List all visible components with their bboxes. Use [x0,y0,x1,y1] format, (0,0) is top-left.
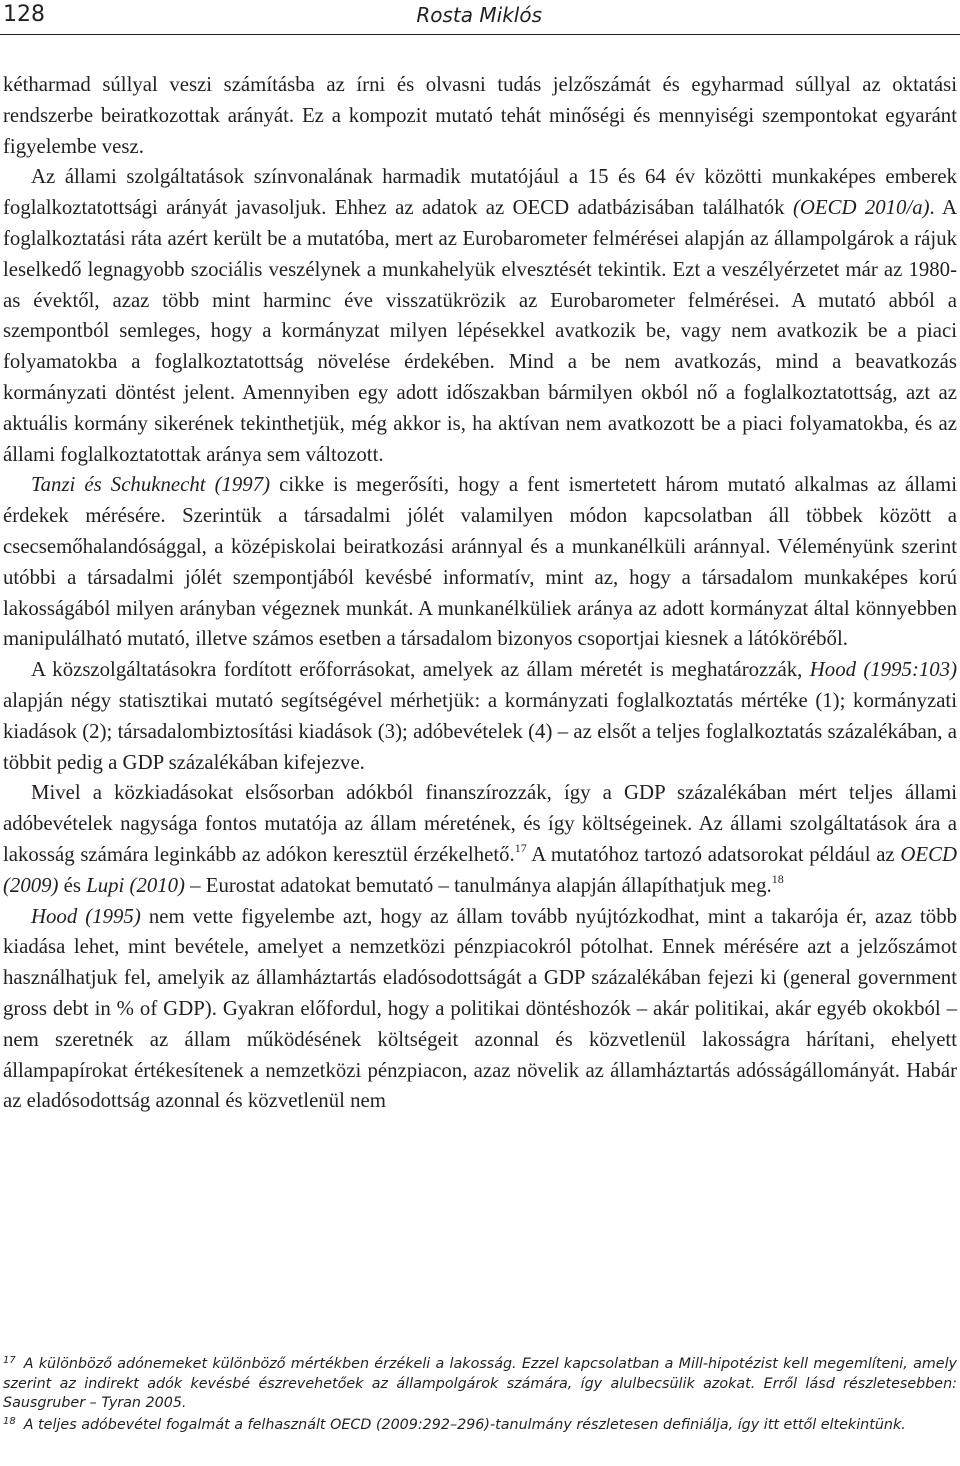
text-run: – Eurostat adatokat bemutató – tanulmánya alapján állapíthatjuk meg. [184,873,772,897]
citation: Lupi (2010) [86,873,185,897]
footnote-number: 18 [3,1415,16,1427]
text-run: Mivel a közkiadásokat elsősorban adókból finanszírozzák, így a GDP százalékában mért teljes állami adóbevételek nagysága fontos mutatója az állam méretének, és így költségeinek. Az állami szolgáltatások ára a lakosság számára leginkább az adókon keresztül érzékelhető. [3,781,957,866]
text-run: cikke is megerősíti, hogy a fent ismertetett három mutató alkalmas az állami érdekek mérésére. Szerintük a társadalmi jólét valamilyen módon kapcsolatban áll többek között a csecsemőhalandósággal, a középiskolai beiratkozási aránnyal és a munkanélküli aránnyal. Véleményünk szerint utóbbi a társadalmi jólét szempontjából kevésbé informatív, mint az, hogy a társadalom munkaképes korú lakosságából milyen arányban végeznek munkát. A munkanélküliek aránya az adott kormányzat által könnyebben manipulálható mutató, illetve számos esetben a társadalom bizonyos csoportjai kiesnek a látóköréből. [3,473,957,651]
citation: Hood (1995) [31,904,141,928]
footnotes [3,1355,957,1437]
citation: OECD (2009) [3,842,957,897]
citation: (OECD 2010/a) [792,196,930,220]
paragraph [3,778,957,901]
text-run: kétharmad súllyal veszi számításba az írni és olvasni tudás jelzőszámát és egyharmad súllyal az oktatási rendszerbe beiratkozottak arányát. Ez a kompozit mutató tehát minőségi és mennyiségi szempontokat egyaránt figyelembe vesz. [3,73,957,158]
footnote [3,1355,957,1414]
running-head: Rosta Miklós [416,3,542,27]
text-run: nem vette figyelembe azt, hogy az állam tovább nyújtózkodhat, mint a takarója ér, azaz több kiadása lehet, mint bevétele, amelyet a nemzetközi pénzpiacokról pótolhat. Ennek mérésére azt a jelzőszámot használhatjuk fel, amelyik az államháztartás eladósodottságát a GDP százalékában fejezi ki (general government gross debt in % of GDP). Gyakran előfordul, hogy a politikai döntéshozók – akár politikai, akár egyéb okokból – nem szeretnék az állam működésének költségeit azonnal és közvetlenül lakosságra hárítani, ehelyett állampapírokat értékesítenek a nemzetközi pénzpiacon, azaz növelik az államháztartás adósságállományát. Habár az eladósodottság azonnal és közvetlenül nem [3,904,957,1113]
text-run: Az állami szolgáltatások színvonalának harmadik mutatójául a 15 és 64 év közötti munkaképes emberek foglalkoztatottsági arányát javasoljuk. Ehhez az adatok az OECD adatbázisában találhatók [3,165,957,220]
footnote-reference: 18 [771,871,784,886]
text-run: . A foglalkoztatási ráta azért került be a mutatóba, mert az Eurobarometer felmérései alapján az állampolgárok a rájuk leselkedő legnagyobb szociális veszélynek a munkahelyük elvesztését tekintik. Ezt a veszélyérzetet már az 1980-as évektől, azaz több mint harminc éve visszatükrözik az Eurobarometer felmérései. A mutató abból a szempontból semleges, hogy a kormányzat milyen lépésekkel avatkozik be, vagy nem avatkozik be a piaci folyamatokba a foglalkoztatottság növelése érdekében. Mind a be nem avatkozás, mind a beavatkozás kormányzati döntést jelent. Amennyiben egy adott időszakban bármilyen okból nő a foglalkoztatottság, azt az aktuális kormány sikerének tekinthetjük, még akkor is, ha aktívan nem avatkozott be a piaci folyamatokba, és az állami foglalkoztatottak aránya sem változott. [3,196,957,466]
page-header [0,0,960,35]
text-run: és [58,873,87,897]
footnote-number: 17 [3,1355,16,1366]
page-number: 128 [3,2,45,27]
body-text [3,70,957,1117]
text-run: A közszolgáltatásokra fordított erőforrásokat, amelyek az állam méretét is meghatározzák, [31,658,810,682]
footnote-reference: 17 [514,840,527,855]
paragraph [3,902,957,1118]
paragraph [3,162,957,470]
text-run: alapján négy statisztikai mutató segítségével mérhetjük: a kormányzati foglalkoztatás mértéke (1); kormányzati kiadások (2); társadalombiztosítási kiadások (3); adóbevételek (4) – az elsőt a teljes foglalkoztatás százalékában, a többit pedig a GDP százalékában kifejezve. [3,688,957,774]
citation: Hood (1995:103) [809,658,957,682]
footnote [3,1416,957,1436]
citation: Tanzi és Schuknecht (1997) [31,473,271,497]
text-run: A mutatóhoz tartozó adatsorokat például az [526,842,901,866]
paragraph [3,70,957,162]
paragraph [3,655,957,778]
paragraph [3,470,957,655]
footnote-text: A különböző adónemeket különböző mértékben érzékeli a lakosság. Ezzel kapcsolatban a Mill-hipotézist kell megemlíteni, amely szerint az indirekt adók kevésbé észrevehetőek az állampolgárok számára, így alulbecsülik azokat. Erről lásd részletesebben: Sausgruber – Tyran 2005. [3,1356,957,1411]
footnote-text: A teljes adóbevétel fogalmát a felhasznált OECD (2009:292–296)-tanulmány részletesen definiálja, így itt ettől eltekintünk. [23,1416,906,1433]
